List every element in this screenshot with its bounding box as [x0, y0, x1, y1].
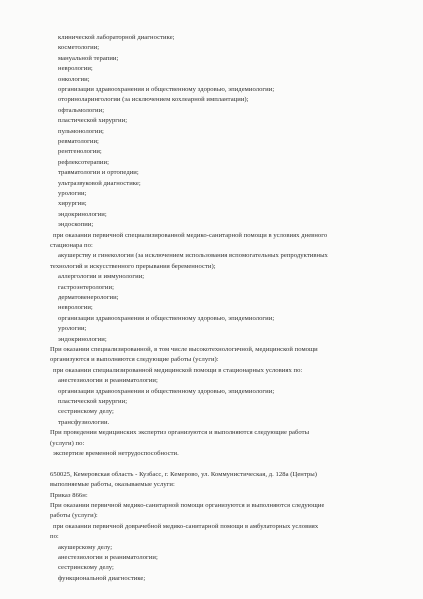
text-line: онкологии; [58, 76, 90, 83]
text-line: рентгенологии; [58, 148, 102, 155]
text-line: акушерскому делу; [58, 544, 113, 551]
text-line: гастроэнтерологии; [58, 284, 114, 291]
text-line: оториноларингологии (за исключением кохлеарной имплантации); [58, 96, 249, 103]
text-line: мануальной терапии; [58, 55, 119, 62]
text-line: сестринскому делу; [58, 564, 114, 571]
text-line: косметологии; [58, 44, 100, 51]
text-line: (услуги) по: [50, 440, 85, 447]
text-line: работы (услуги): [50, 512, 98, 519]
text-line: рефлексотерапии; [58, 159, 109, 166]
text-line: пульмонологии; [58, 128, 104, 135]
text-line: технологий и искусственного прерывания беременности); [50, 263, 216, 270]
text-line: организации здравоохранения и общественному здоровью, эпидемиологии; [58, 388, 275, 395]
text-line: эндокринологии; [58, 211, 107, 218]
text-line: офтальмологии; [58, 107, 105, 114]
text-line: неврологии; [58, 65, 93, 72]
text-line: пластической хирургии; [58, 117, 128, 124]
text-line: при оказании первичной доврачебной медико-санитарной помощи в амбулаторных условиях [53, 523, 319, 530]
text-line: стационара по: [50, 242, 93, 249]
text-line: аллергологии и иммунологии; [58, 273, 145, 280]
text-line: ревматологии; [58, 138, 99, 145]
text-line: урологии; [58, 190, 87, 197]
text-line: При проведении медицинских экспертиз организуются и выполняются следующие работы [50, 429, 310, 436]
text-line: эндоскопии; [58, 221, 94, 228]
text-line: Приказ 866н: [50, 492, 88, 499]
text-line: При оказании первичной медико-санитарной помощи организуются и выполняются следующие [50, 502, 325, 509]
text-line: хирургии; [58, 200, 87, 207]
text-line: организации здравоохранения и общественному здоровью, эпидемиологии; [58, 315, 275, 322]
text-line: акушерству и гинекологии (за исключением использования вспомогательных репродуктивных [58, 252, 328, 259]
text-line: ультразвуковой диагностике; [58, 180, 141, 187]
text-line: по: [50, 533, 59, 540]
text-line: организуются и выполняются следующие работы (услуги): [50, 356, 219, 363]
text-line: трансфузиологии. [58, 419, 110, 426]
text-line: организации здравоохранения и общественному здоровью, эпидемиологии; [58, 86, 275, 93]
text-line: выполняемые работы, оказываемые услуги: [50, 481, 175, 488]
text-line: сестринскому делу; [58, 408, 114, 415]
text-line: травматологии и ортопедии; [58, 169, 139, 176]
text-line: клинической лабораторной диагностике; [58, 34, 175, 41]
text-line: 650025, Кемеровская область - Кузбасс, г. Кемерово, ул. Коммунистическая, д. 128а (Центры) [50, 471, 317, 478]
text-line: При оказании специализированной, в том числе высокотехнологичной, медицинской помощи [50, 346, 318, 353]
text-line: дерматовенерологии; [58, 294, 119, 301]
text-line: пластической хирургии; [58, 398, 128, 405]
text-line: анестезиологии и реаниматологии; [58, 554, 158, 561]
text-line: эндокринологии; [58, 336, 107, 343]
text-line: функциональной диагностике; [58, 575, 146, 582]
text-line: при оказании специализированной медицинской помощи в стационарных условиях по: [53, 367, 303, 374]
text-line: урологии; [58, 325, 87, 332]
text-line: экспертизе временной нетрудоспособности. [53, 450, 179, 457]
text-line: неврологии; [58, 304, 93, 311]
text-line: анестезиологии и реаниматологии; [58, 377, 158, 384]
text-line: при оказании первичной специализированной медико-санитарной помощи в условиях дневного [53, 232, 328, 239]
